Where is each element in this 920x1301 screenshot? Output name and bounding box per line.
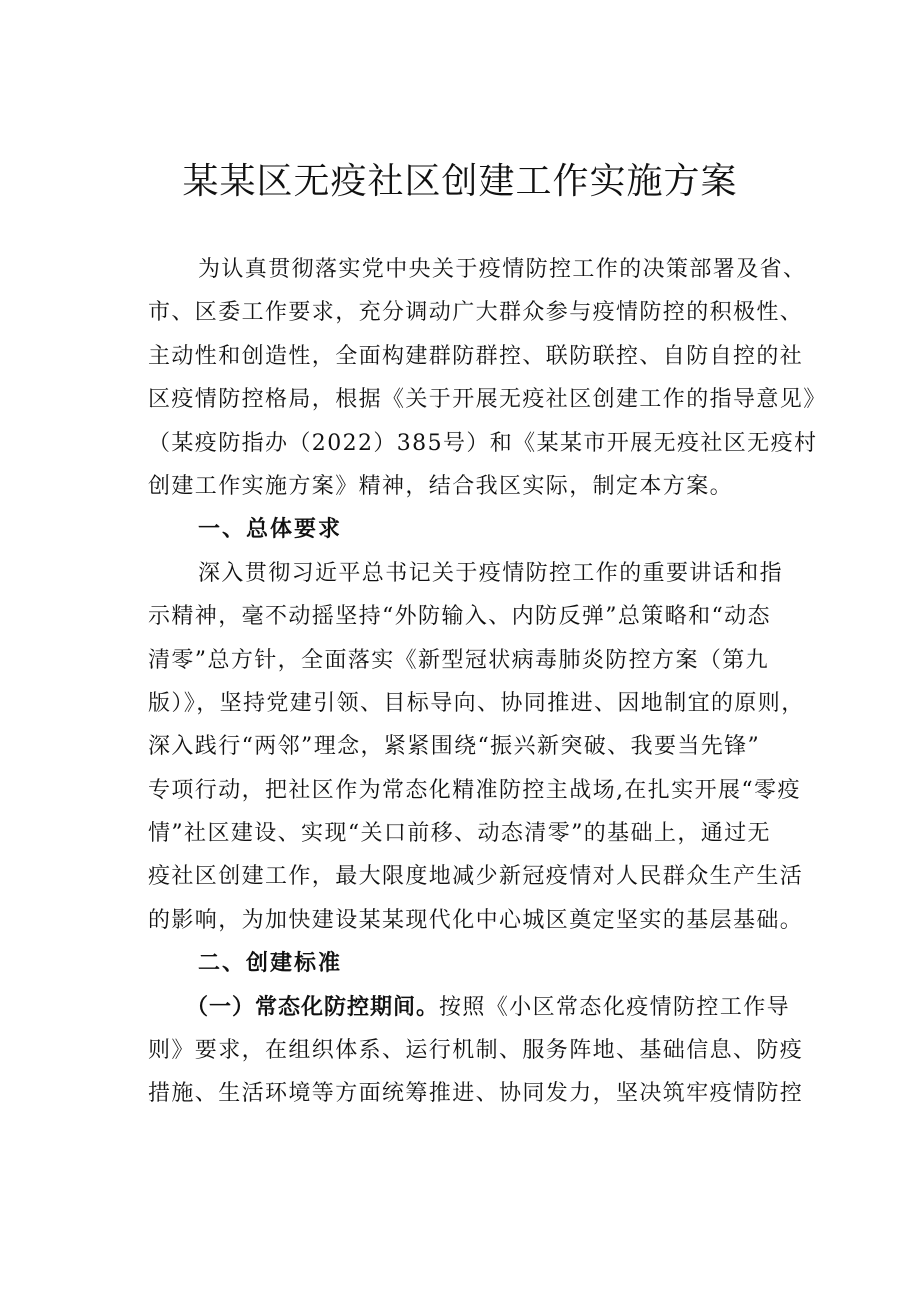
subsection-first-line (148, 986, 812, 1029)
paragraph-line: 区疫情防控格局，根据《关于开展无疫社区创建工作的指导意见》 (148, 387, 827, 413)
paragraph-line: 措施、生活环境等方面统筹推进、协同发力，坚决筑牢疫情防控 (148, 1081, 804, 1107)
paragraph-line: （某疫防指办（2022）385号）和《某某市开展无疫社区无疫村 (148, 430, 818, 456)
document-title: 某某区无疫社区创建工作实施方案 (182, 161, 738, 202)
paragraph-line: 示精神，毫不动摇坚持“外防输入、内防反弹”总策略和“动态 (148, 604, 771, 630)
paragraph-line: 则》要求，在组织体系、运行机制、服务阵地、基础信息、防疫 (148, 1038, 804, 1064)
subsection-title: （一）常态化防控期间。 (186, 994, 440, 1020)
subsection-text: 按照《小区常态化疫情防控工作导 (439, 994, 791, 1020)
paragraph-line: 版）》，坚持党建引领、目标导向、协同推进、因地制宜的原则， (148, 690, 805, 716)
paragraph-line: 疫社区创建工作，最大限度地减少新冠疫情对人民群众生产生活 (148, 864, 804, 890)
paragraph-line: 深入贯彻习近平总书记关于疫情防控工作的重要讲话和指 (198, 560, 784, 586)
paragraph-line: 情”社区建设、实现“关口前移、动态清零”的基础上，通过无 (148, 821, 771, 847)
paragraph-line: 的影响，为加快建设某某现代化中心城区奠定坚实的基层基础。 (148, 907, 804, 933)
paragraph-line: 创建工作实施方案》精神，结合我区实际，制定本方案。 (148, 473, 734, 499)
paragraph-line: 专项行动，把社区作为常态化精准防控主战场,在扎实开展“零疫 (148, 777, 801, 803)
paragraph-line: 为认真贯彻落实党中央关于疫情防控工作的决策部署及省、 (198, 257, 807, 282)
section-heading-general-requirements: 一、总体要求 (198, 517, 343, 543)
paragraph-line: 主动性和创造性，全面构建群防群控、联防联控、自防自控的社 (148, 343, 804, 369)
section-heading-creation-standards: 二、创建标准 (198, 951, 343, 977)
paragraph-line: 深入践行“两邻”理念，紧紧围绕“振兴新突破、我要当先锋” (148, 734, 761, 760)
paragraph-line: 清零”总方针，全面落实《新型冠状病毒肺炎防控方案（第九 (148, 647, 770, 673)
paragraph-line: 市、区委工作要求，充分调动广大群众参与疫情防控的积极性、 (148, 300, 804, 326)
document-body (148, 248, 827, 1116)
